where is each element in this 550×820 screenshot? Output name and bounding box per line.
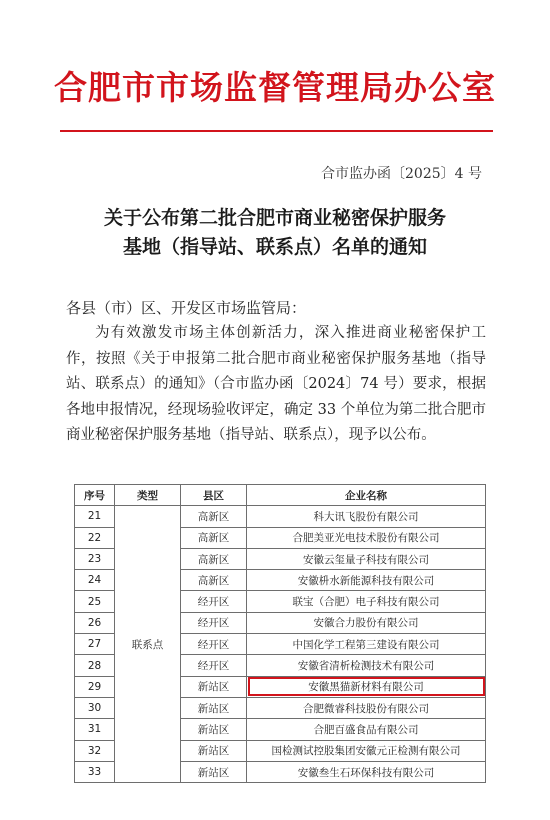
row-type-cell: 联系点 <box>115 506 181 783</box>
row-district: 高新区 <box>181 570 247 591</box>
row-district: 高新区 <box>181 548 247 569</box>
row-index: 26 <box>75 612 115 633</box>
row-company: 合肥百盛食品有限公司 <box>247 719 486 740</box>
row-company: 安徽枡水新能源科技有限公司 <box>247 570 486 591</box>
row-index: 30 <box>75 697 115 718</box>
row-index: 27 <box>75 634 115 655</box>
notice-title <box>0 204 550 262</box>
header-district: 县区 <box>181 485 247 506</box>
header-company: 企业名称 <box>247 485 486 506</box>
row-district: 高新区 <box>181 506 247 527</box>
issuing-office-header: 合肥市市场监督管理局办公室 <box>54 68 496 107</box>
row-index: 21 <box>75 506 115 527</box>
row-index: 32 <box>75 740 115 761</box>
row-index: 29 <box>75 676 115 697</box>
row-company: 国检测试控股集团安徽元正检测有限公司 <box>247 740 486 761</box>
row-district: 经开区 <box>181 591 247 612</box>
company-list-table <box>74 484 486 783</box>
header-red-rule <box>60 130 493 132</box>
row-district: 经开区 <box>181 634 247 655</box>
row-company: 安徽云玺量子科技有限公司 <box>247 548 486 569</box>
row-index: 33 <box>75 761 115 782</box>
row-district: 新站区 <box>181 719 247 740</box>
row-company-highlighted: 安徽黑猫新材料有限公司 <box>247 676 486 697</box>
row-index: 31 <box>75 719 115 740</box>
row-index: 25 <box>75 591 115 612</box>
row-company: 合肥微睿科技股份有限公司 <box>247 697 486 718</box>
row-index: 24 <box>75 570 115 591</box>
row-company: 合肥美亚光电技术股份有限公司 <box>247 527 486 548</box>
row-district: 高新区 <box>181 527 247 548</box>
row-district: 新站区 <box>181 676 247 697</box>
row-district: 经开区 <box>181 655 247 676</box>
row-index: 28 <box>75 655 115 676</box>
row-company: 联宝（合肥）电子科技有限公司 <box>247 591 486 612</box>
row-company: 安徽省清析检测技术有限公司 <box>247 655 486 676</box>
notice-title-line-1: 关于公布第二批合肥市商业秘密保护服务 <box>103 207 446 229</box>
salutation: 各县（市）区、开发区市场监管局： <box>66 299 307 317</box>
table-header-row <box>75 485 486 506</box>
row-company: 中国化学工程第三建设有限公司 <box>247 634 486 655</box>
row-index: 22 <box>75 527 115 548</box>
row-company: 安徽合力股份有限公司 <box>247 612 486 633</box>
row-district: 新站区 <box>181 740 247 761</box>
row-company: 科大讯飞股份有限公司 <box>247 506 486 527</box>
row-index: 23 <box>75 548 115 569</box>
table-row <box>75 506 486 527</box>
header-type: 类型 <box>115 485 181 506</box>
notice-title-line-2: 基地（指导站、联系点）名单的通知 <box>122 236 427 258</box>
row-company: 安徽叁生石环保科技有限公司 <box>247 761 486 782</box>
row-district: 新站区 <box>181 761 247 782</box>
row-district: 新站区 <box>181 697 247 718</box>
row-district: 经开区 <box>181 612 247 633</box>
body-paragraph: 为有效激发市场主体创新活力，深入推进商业秘密保护工作，按照《关于申报第二批合肥市商业秘密保护服务基地（指导站、联系点）的通知》（合市监办函〔2024〕74 号）要求，根据各地申报情况，经现场验收评定，确定 33 个单位为第二批合肥市商业秘密保护服务基地（指导站、联系点），现予以公布。 <box>66 325 486 443</box>
document-number: 合市监办函〔2025〕4 号 <box>321 166 482 182</box>
header-index: 序号 <box>75 485 115 506</box>
